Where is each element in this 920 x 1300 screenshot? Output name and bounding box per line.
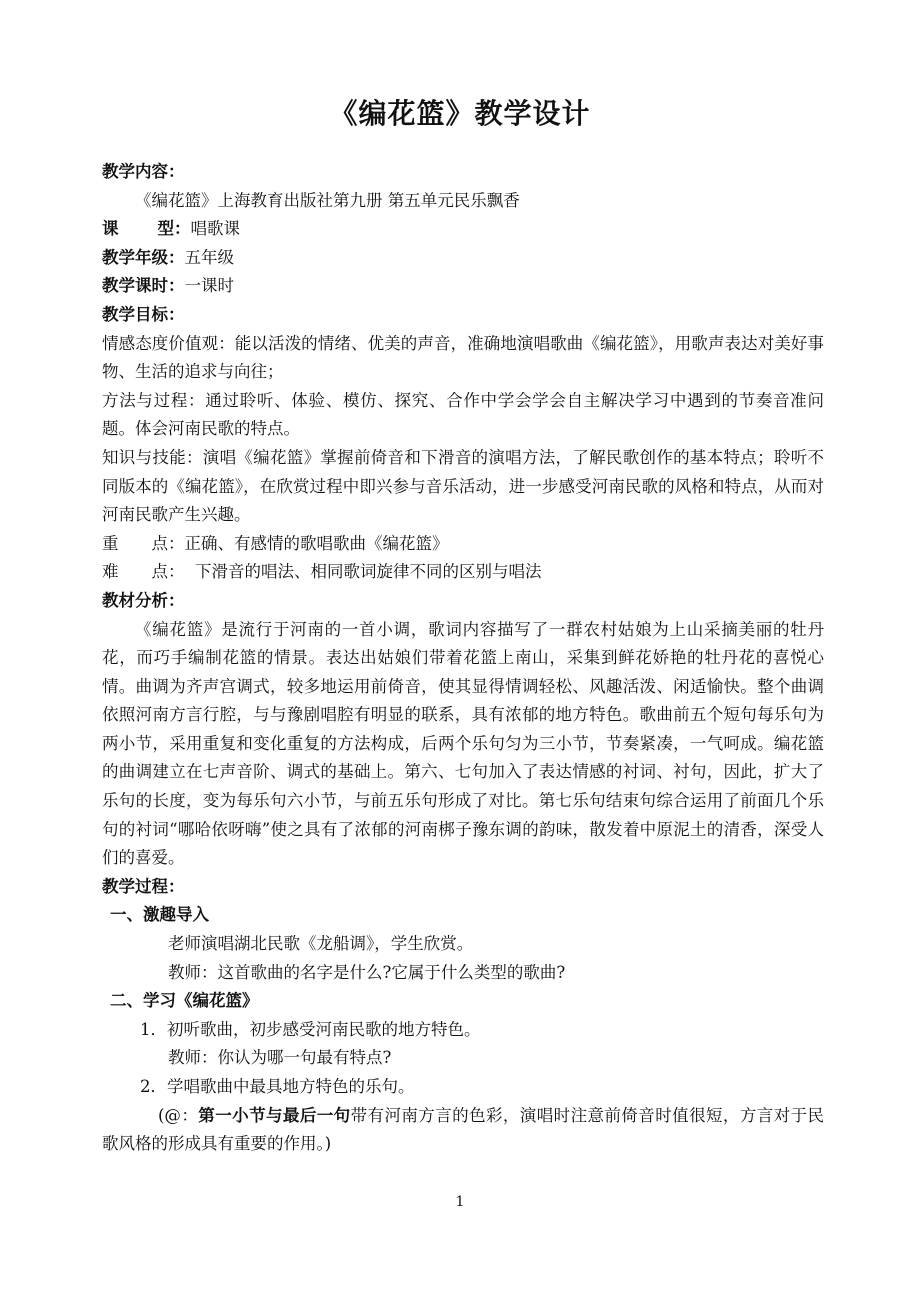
section-2-title: 二、学习《编花篮》	[110, 991, 259, 1011]
class-hours-label: 教学课时：	[102, 276, 185, 296]
section-1-line-1: 老师演唱湖北民歌《龙船调》，学生欣赏。	[168, 934, 474, 954]
teaching-content-heading: 教学内容：	[102, 162, 185, 181]
document-body	[102, 158, 824, 1159]
difficulty-value: 下滑音的唱法、相同歌词旋律不同的区别与唱法	[184, 562, 542, 582]
page-title: 《编花篮》教学设计	[329, 97, 591, 130]
key-point-row	[102, 530, 824, 559]
analysis-heading: 教材分析：	[102, 590, 185, 610]
note-prefix: (@：	[158, 1105, 199, 1125]
grade-row	[102, 244, 824, 273]
page-number: 1	[455, 1194, 465, 1210]
section-2-note	[102, 1102, 824, 1159]
grade-label: 教学年级：	[102, 247, 185, 267]
course-type-label-a: 课	[102, 219, 119, 239]
difficulty-label-b: 点：	[151, 562, 185, 582]
objectives-heading: 教学目标：	[102, 304, 185, 324]
course-type-value: 唱歌课	[190, 219, 240, 239]
class-hours-value: 一课时	[184, 276, 234, 296]
process-heading: 教学过程：	[102, 876, 185, 896]
section-1-title: 一、激趣导入	[110, 905, 209, 925]
objective-emotion: 情感态度价值观：能以活泼的情绪、优美的声音，准确地演唱歌曲《编花篮》，用歌声表达对美好事物、生活的追求与向往；	[102, 333, 824, 382]
section-1-line-2: 教师：这首歌曲的名字是什么?它属于什么类型的歌曲?	[168, 962, 566, 982]
objective-knowledge: 知识与技能：演唱《编花篮》掌握前倚音和下滑音的演唱方法，了解民歌创作的基本特点；聆听不同版本的《编花篮》，在欣赏过程中即兴参与音乐活动，进一步感受河南民歌的风格和特点，从而对河南民歌产生兴趣。	[102, 447, 824, 525]
note-rest: 带有河南方言的色彩，演唱时注意前倚音时值很短，方言对于民歌风格的形成具有重要的作用。)	[102, 1105, 825, 1154]
course-type-row	[102, 215, 824, 244]
section-2-item-1-teacher: 教师：你认为哪一句最有特点?	[168, 1048, 392, 1068]
teaching-content-text: 《编花篮》上海教育出版社第九册 第五单元民乐飘香	[135, 190, 520, 210]
key-point-label-a: 重	[102, 533, 119, 553]
class-hours-row	[102, 272, 824, 301]
key-point-value: 正确、有感情的歌唱歌曲《编花篮》	[184, 533, 449, 553]
objective-method: 方法与过程：通过聆听、体验、模仿、探究、合作中学会学会自主解决学习中遇到的节奏音准问题。体会河南民歌的特点。	[102, 390, 824, 439]
difficulty-row	[102, 558, 824, 587]
key-point-label-b: 点：	[151, 533, 185, 553]
section-2-item-2: 2．学唱歌曲中最具地方特色的乐句。	[140, 1077, 415, 1096]
analysis-text: 《编花篮》是流行于河南的一首小调，歌词内容描写了一群农村姑娘为上山采摘美丽的牡丹花，而巧手编制花篮的情景。表达出姑娘们带着花篮上南山，采集到鲜花娇艳的牡丹花的喜悦心情。曲调为齐声宫调式，较多地运用前倚音，使其显得情调轻松、风趣活泼、闲适愉快。整个曲调依照河南方言行腔，与与豫剧唱腔有明显的联系，具有浓郁的地方特色。歌曲前五个短句每乐句为两小节，采用重复和变化重复的方法构成，后两个乐句匀为三小节，节奏紧凑，一气呵成。编花篮的曲调建立在七声音阶、调式的基础上。第六、七句加入了表达情感的衬词、衬句，因此，扩大了乐句的长度，变为每乐句六小节，与前五乐句形成了对比。第七乐句结束句综合运用了前面几个乐句的衬词“哪哈依呀嗨”使之具有了浓郁的河南梆子豫东调的韵味，散发着中原泥土的清香，深受人们的喜爱。	[102, 619, 824, 868]
note-bold: 第一小节与最后一句	[198, 1105, 351, 1125]
section-2-item-1: 1．初听歌曲，初步感受河南民歌的地方特色。	[140, 1019, 481, 1039]
grade-value: 五年级	[184, 247, 234, 267]
difficulty-label-a: 难	[102, 562, 119, 582]
course-type-label-b: 型：	[157, 219, 191, 239]
